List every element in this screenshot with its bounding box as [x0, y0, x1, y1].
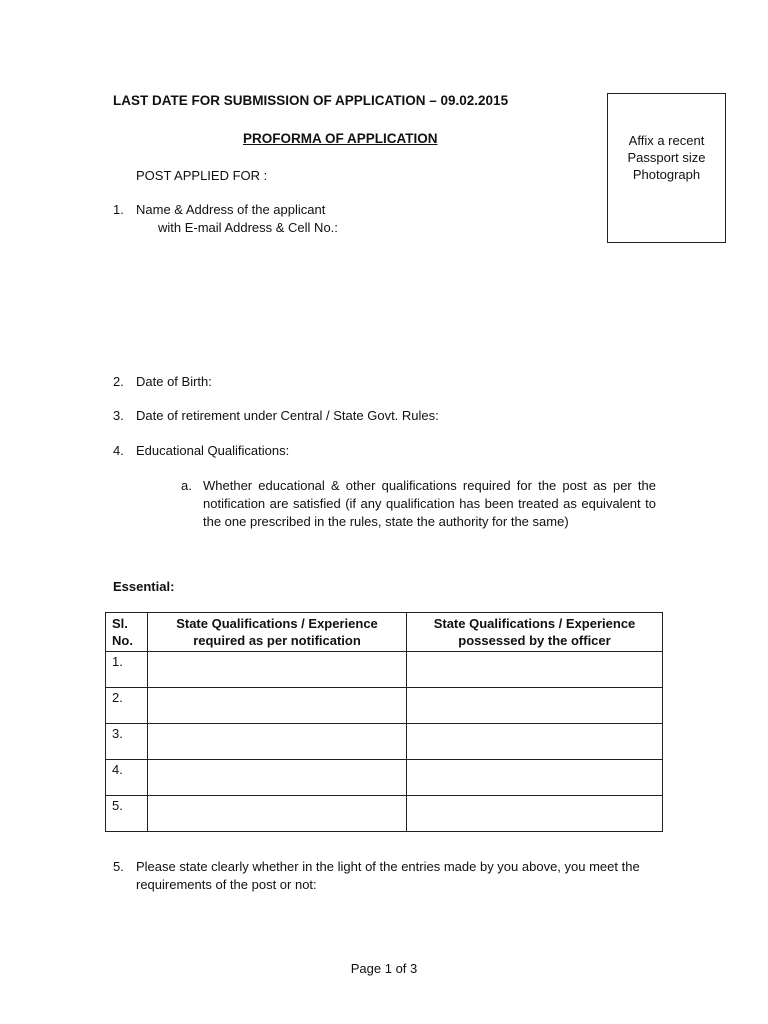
last-date-heading: LAST DATE FOR SUBMISSION OF APPLICATION – 09.02.2015 — [113, 93, 509, 108]
header-required-qualifications: State Qualifications / Experience required as per notification — [148, 613, 407, 652]
row-number: 1. — [106, 652, 148, 688]
required-cell[interactable] — [148, 724, 407, 760]
table-row — [106, 796, 663, 832]
table-header-row — [106, 613, 663, 652]
required-cell[interactable] — [148, 688, 407, 724]
possessed-cell[interactable] — [407, 724, 663, 760]
item-5 — [113, 858, 658, 894]
item-5-text: Please state clearly whether in the light of the entries made by you above, you meet the requirements of the post or not: — [136, 859, 640, 892]
header-sl-no: Sl. No. — [106, 613, 148, 652]
table-row — [106, 760, 663, 796]
item-1-label: Name & Address of the applicant — [136, 202, 326, 217]
item-3-label: Date of retirement under Central / State Govt. Rules: — [136, 408, 439, 423]
item-4-label: Educational Qualifications: — [136, 443, 290, 458]
possessed-cell[interactable] — [407, 688, 663, 724]
page-number: Page 1 of 3 — [350, 961, 418, 976]
possessed-cell[interactable] — [407, 760, 663, 796]
item-3-number: 3. — [113, 408, 124, 423]
possessed-cell[interactable] — [407, 796, 663, 832]
item-1-number: 1. — [113, 202, 124, 217]
sub-item-a-text: Whether educational & other qualifications required for the post as per the notification are satisfied (if any qualification has been treated as equivalent to the one prescribed in the rules, state the authority for the same) — [203, 478, 656, 529]
header-possessed-qualifications: State Qualifications / Experience possessed by the officer — [407, 613, 663, 652]
required-cell[interactable] — [148, 760, 407, 796]
row-number: 4. — [106, 760, 148, 796]
item-2-label: Date of Birth: — [136, 374, 212, 389]
table-row — [106, 652, 663, 688]
sub-item-a — [181, 477, 656, 531]
possessed-cell[interactable] — [407, 652, 663, 688]
table-row — [106, 724, 663, 760]
post-applied-label: POST APPLIED FOR : — [136, 168, 268, 183]
photo-line-3: Photograph — [632, 167, 701, 182]
item-2-number: 2. — [113, 374, 124, 389]
essential-label: Essential: — [113, 579, 175, 594]
item-1-sublabel: with E-mail Address & Cell No.: — [158, 220, 338, 235]
item-5-number: 5. — [113, 859, 124, 874]
item-4-number: 4. — [113, 443, 124, 458]
row-number: 3. — [106, 724, 148, 760]
photo-box — [607, 93, 726, 243]
row-number: 5. — [106, 796, 148, 832]
row-number: 2. — [106, 688, 148, 724]
sub-item-a-marker: a. — [181, 478, 192, 493]
photo-line-2: Passport size — [627, 150, 706, 165]
page-title: PROFORMA OF APPLICATION — [243, 131, 438, 146]
photo-line-1: Affix a recent — [628, 133, 705, 148]
required-cell[interactable] — [148, 652, 407, 688]
table-row — [106, 688, 663, 724]
required-cell[interactable] — [148, 796, 407, 832]
qualifications-table — [105, 612, 663, 832]
